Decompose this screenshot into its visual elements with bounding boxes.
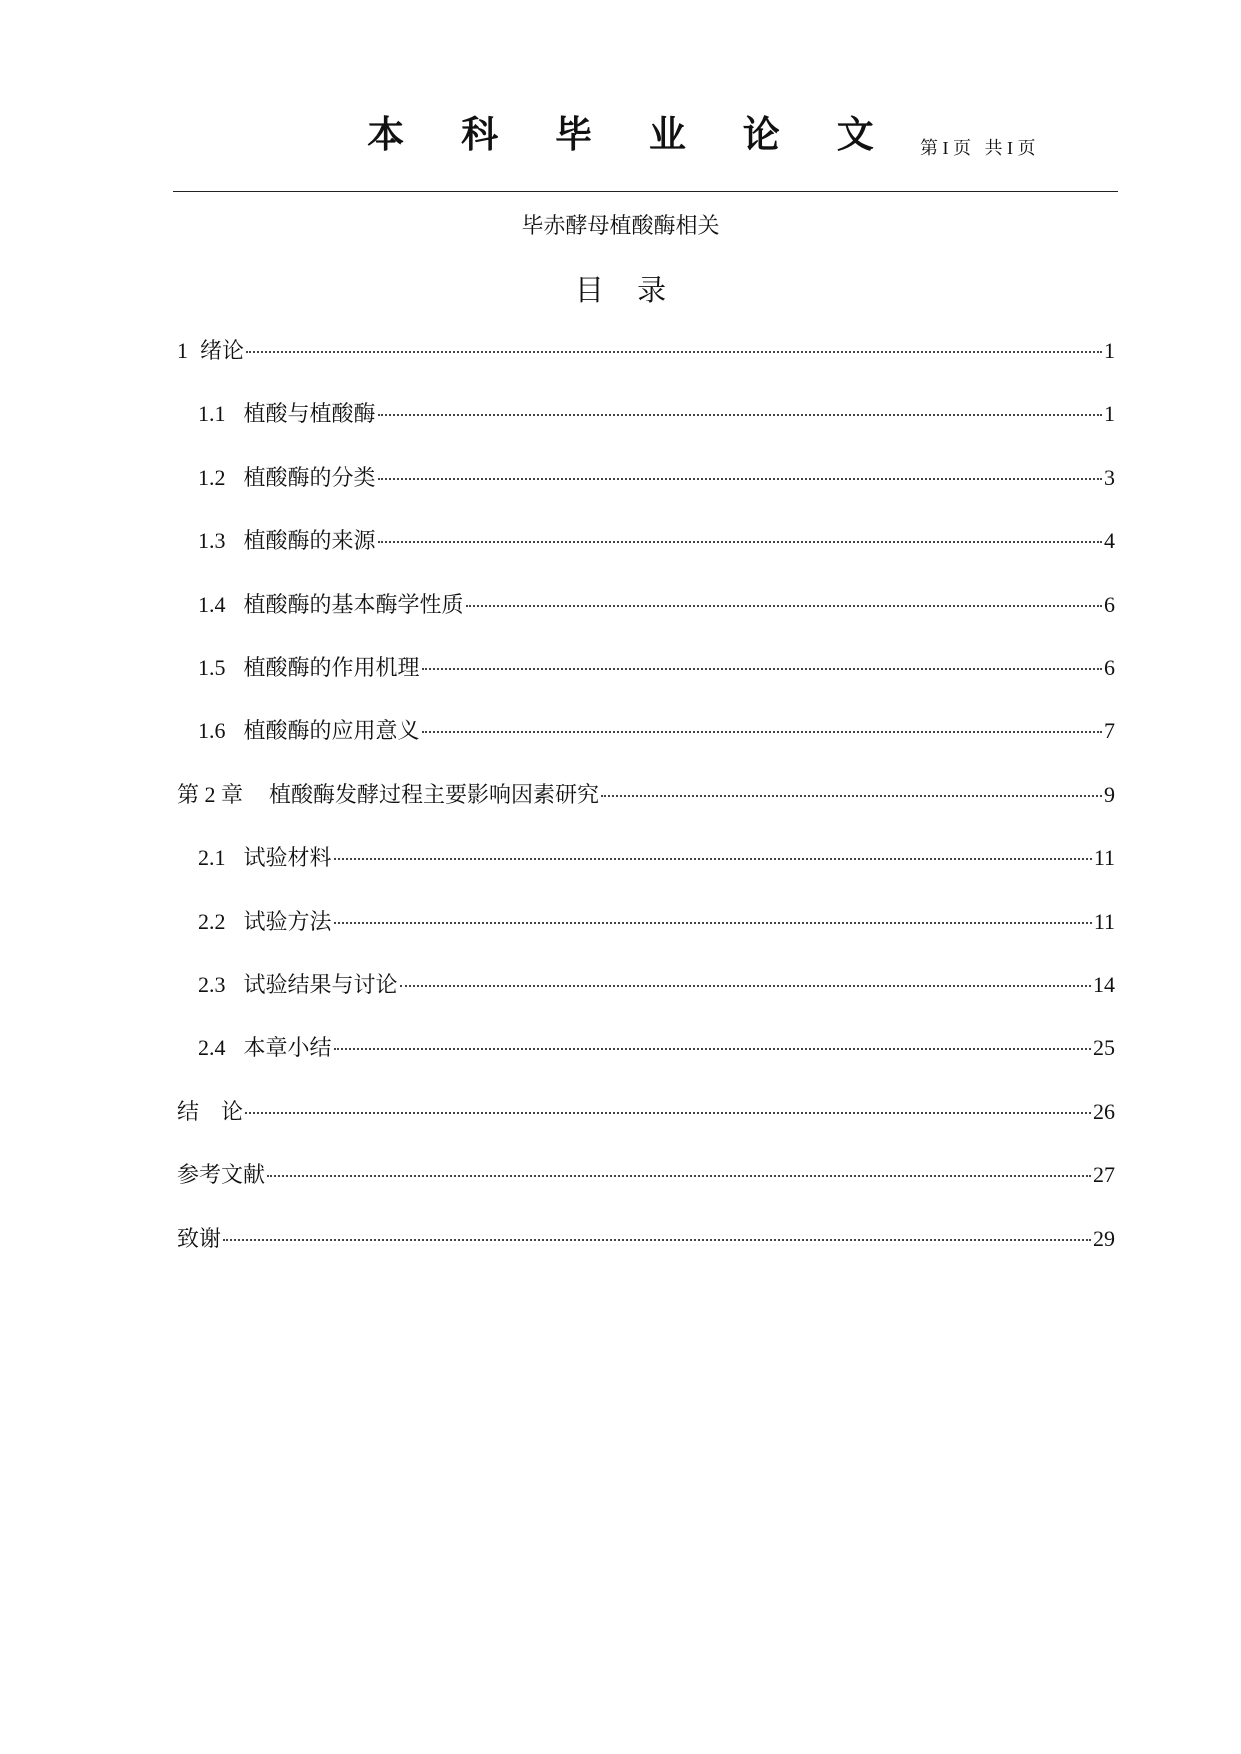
toc-entry-page: 6 (1104, 655, 1115, 680)
dot-leader (223, 1231, 1091, 1241)
dot-leader (422, 660, 1102, 670)
toc-entry-page: 1 (1104, 338, 1115, 363)
toc-entry-title: 植酸与植酸酶 (243, 401, 376, 426)
toc-entry-number: 2.2 (198, 909, 226, 934)
toc-entry-page: 1 (1104, 401, 1115, 426)
toc-entry-number: 1.4 (198, 592, 226, 617)
toc-entry-title: 植酸酶的应用意义 (243, 718, 420, 743)
toc-entry-title: 试验材料 (243, 845, 332, 870)
dot-leader (378, 470, 1102, 480)
toc-entry[interactable] (198, 969, 1115, 1001)
toc-entry[interactable] (198, 906, 1115, 938)
toc-entry-page: 4 (1104, 528, 1115, 553)
header-rule (173, 191, 1118, 192)
toc-entry-number: 2.3 (198, 972, 226, 997)
toc-entry-number: 1.2 (198, 465, 226, 490)
toc-entry-number: 1 (177, 338, 188, 363)
page-indicator: 第 I 页 共 I 页 (920, 138, 1036, 158)
toc-entry-title: 致谢 (177, 1226, 222, 1251)
dot-leader (601, 787, 1102, 797)
toc-entry-title: 结 论 (177, 1099, 244, 1124)
toc-entry[interactable] (177, 1096, 1115, 1128)
toc-entry[interactable] (198, 589, 1115, 621)
toc-entry-page: 11 (1093, 909, 1115, 934)
toc-title: 目 录 (574, 273, 679, 307)
toc-entry-page: 14 (1093, 972, 1115, 997)
toc-entry-page: 9 (1104, 782, 1115, 807)
dot-leader (422, 723, 1102, 733)
toc-entry-title: 参考文献 (177, 1162, 266, 1187)
dot-leader (400, 977, 1091, 987)
dot-leader (378, 533, 1102, 543)
toc-entry[interactable] (198, 842, 1115, 874)
toc-entry[interactable] (177, 335, 1115, 367)
toc-entry[interactable] (177, 1223, 1115, 1255)
toc-entry-title: 试验结果与讨论 (243, 972, 398, 997)
dot-leader (378, 406, 1102, 416)
toc-entry-number: 2.1 (198, 845, 226, 870)
toc-entry-number: 2.4 (198, 1035, 226, 1060)
toc-entry[interactable] (198, 462, 1115, 494)
toc-entry[interactable] (198, 525, 1115, 557)
toc-entry-page: 11 (1093, 845, 1115, 870)
dot-leader (334, 850, 1092, 860)
toc-entry[interactable] (198, 652, 1115, 684)
toc-entry-page: 27 (1093, 1162, 1115, 1187)
toc-entry-page: 3 (1104, 465, 1115, 490)
toc-entry-page: 29 (1093, 1226, 1115, 1251)
toc-entry-page: 26 (1093, 1099, 1115, 1124)
toc-entry-title: 植酸酶的基本酶学性质 (243, 592, 464, 617)
toc-entry[interactable] (198, 1032, 1115, 1064)
toc-entry-page: 25 (1093, 1035, 1115, 1060)
header-title: 本 科 毕 业 论 文 (367, 113, 896, 156)
toc-entry[interactable] (198, 398, 1115, 430)
toc-entry-number: 第 2 章 (177, 782, 244, 807)
toc-entry-number: 1.5 (198, 655, 226, 680)
toc-entry-title: 植酸酶的分类 (243, 465, 376, 490)
dot-leader (466, 597, 1102, 607)
toc-entry-page: 6 (1104, 592, 1115, 617)
dot-leader (334, 914, 1092, 924)
toc-entry-number: 1.1 (198, 401, 226, 426)
toc-entry[interactable] (177, 779, 1115, 811)
dot-leader (334, 1040, 1091, 1050)
document-subtitle: 毕赤酵母植酸酶相关 (521, 213, 720, 238)
toc-entry-title: 植酸酶的作用机理 (243, 655, 420, 680)
toc-entry[interactable] (198, 715, 1115, 747)
toc-entry-number: 1.3 (198, 528, 226, 553)
dot-leader (246, 343, 1102, 353)
toc-entry-title: 绪论 (200, 338, 245, 363)
toc-entry-title: 本章小结 (243, 1035, 332, 1060)
dot-leader (245, 1104, 1091, 1114)
toc-entry-title: 试验方法 (243, 909, 332, 934)
toc-entry-page: 7 (1104, 718, 1115, 743)
dot-leader (267, 1167, 1091, 1177)
toc-entry-title: 植酸酶的来源 (243, 528, 376, 553)
toc-entry[interactable] (177, 1159, 1115, 1191)
toc-entry-title: 植酸酶发酵过程主要影响因素研究 (269, 782, 600, 807)
toc-entry-number: 1.6 (198, 718, 226, 743)
